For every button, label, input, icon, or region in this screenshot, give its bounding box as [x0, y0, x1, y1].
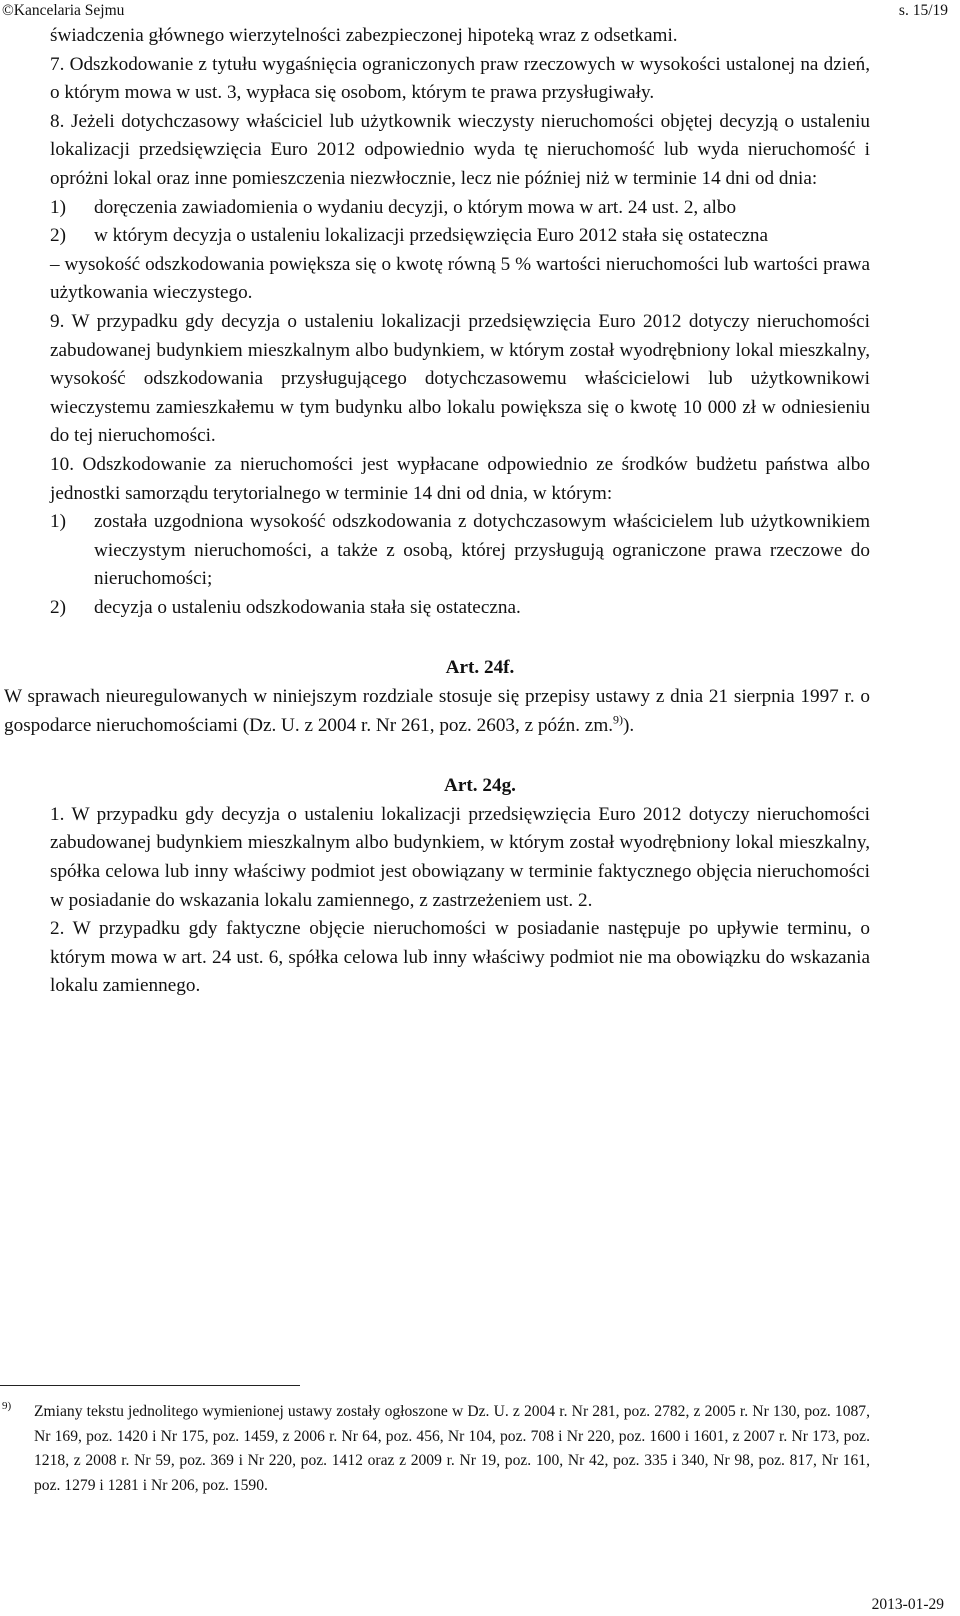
footnote [0, 1400, 870, 1498]
paragraph-8-tail: – wysokość odszkodowania powiększa się o kwotę równą 5 % wartości nieruchomości lub wartości prawa użytkowania wieczystego. [50, 253, 870, 304]
item-text: decyzja o ustaleniu odszkodowania stała się ostateczna. [94, 596, 521, 618]
page-number: s. 15/19 [898, 2, 948, 19]
footnote-mark: 9) [2, 1400, 12, 1412]
paragraph-10-item-2 [50, 594, 870, 623]
item-text: została uzgodniona wysokość odszkodowania z dotychczasowym właścicielem lub użytkownikiem wieczystym nieruchomości, a także z osobą, której przysługują ograniczone prawa rzeczowe do nieruchomości; [94, 511, 870, 590]
footnote-divider [0, 1385, 300, 1386]
article-24f-title: Art. 24f. [445, 657, 515, 679]
paragraph-10: 10. Odszkodowanie za nieruchomości jest wypłacane odpowiednio ze środków budżetu państwa albo jednostki samorządu terytorialnego w terminie 14 dni od dnia, w którym: [50, 453, 870, 504]
item-text: w którym decyzja o ustaleniu lokalizacji przedsięwzięcia Euro 2012 stała się ostateczna [94, 225, 768, 247]
footnote-text: Zmiany tekstu jednolitego wymienionej ustawy zostały ogłoszone w Dz. U. z 2004 r. Nr 281, poz. 2782, z 2005 r. Nr 130, poz. 1087, Nr 169, poz. 1420 i Nr 175, poz. 1459, z 2006 r. Nr 64, poz. 456, Nr 104, poz. 708 i Nr 220, poz. 1600 i 1601, z 2007 r. Nr 173, poz. 1218, z 2008 r. Nr 59, poz. 369 i Nr 220, poz. 1412 oraz z 2009 r. Nr 19, poz. 100, Nr 42, poz. 335 i 340, Nr 98, poz. 817, Nr 161, poz. 1279 i 1281 i Nr 206, poz. 1590. [34, 1403, 870, 1494]
footer-date: 2013-01-29 [871, 1596, 944, 1613]
paragraph-9: 9. W przypadku gdy decyzja o ustaleniu lokalizacji przedsięwzięcia Euro 2012 dotyczy nieruchomości zabudowanej budynkiem mieszkalnym albo budynkiem, w którym został wyodrębniony lokal mieszkalny, wysokość odszkodowania przysługującego dotychczasowemu właścicielowi lub użytkownikowi wieczystemu zamieszkałemu w tym budynku albo lokalu powiększa się o kwotę 10 000 zł w odniesieniu do tej nieruchomości. [50, 310, 870, 447]
paragraph-continuation: świadczenia głównego wierzytelności zabezpieczonej hipoteką wraz z odsetkami. [50, 25, 678, 46]
paragraph-8: 8. Jeżeli dotychczasowy właściciel lub użytkownik wieczysty nieruchomości objętej decyzją o ustaleniu lokalizacji przedsięwzięcia Euro 2012 odpowiednio wyda tę nieruchomość lub wyda nieruchomość i opróżni lokal oraz inne pomieszczenia niezwłocznie, lecz nie później niż w terminie 14 dni od dnia: [50, 110, 870, 189]
item-number: 2) [50, 225, 66, 247]
item-number: 2) [50, 596, 66, 618]
document-body [0, 22, 960, 1001]
article-24g-paragraph-2: 2. W przypadku gdy faktyczne objęcie nieruchomości w posiadanie następuje po upływie terminu, o którym mowa w art. 24 ust. 6, spółka celowa lub inny właściwy podmiot nie ma obowiązku do wskazania lokalu zamiennego. [50, 918, 870, 997]
paragraph-8-item-1 [50, 194, 870, 223]
paragraph-10-item-1 [50, 508, 870, 594]
article-24f-body: W sprawach nieuregulowanych w niniejszym rozdziale stosuje się przepisy ustawy z dnia 21 sierpnia 1997 r. o gospodarce nieruchomościami (Dz. U. z 2004 r. Nr 261, poz. 2603, z późn. zm. [4, 686, 870, 736]
article-24f-end: ). [623, 714, 635, 736]
footnote-ref[interactable]: 9) [613, 712, 624, 727]
item-number: 1) [50, 511, 66, 533]
article-24g-title: Art. 24g. [444, 775, 516, 797]
article-24f-text [4, 683, 870, 740]
item-text: doręczenia zawiadomienia o wydaniu decyzji, o którym mowa w art. 24 ust. 2, albo [94, 196, 737, 218]
item-number: 1) [50, 196, 66, 218]
paragraph-7: 7. Odszkodowanie z tytułu wygaśnięcia ograniczonych praw rzeczowych w wysokości ustalonej na dzień, o którym mowa w ust. 3, wypłaca się osobom, którym te prawa przysługiwały. [50, 53, 870, 104]
header-copyright: ©Kancelaria Sejmu [2, 2, 125, 19]
paragraph-8-item-2 [50, 222, 870, 251]
article-24g-paragraph-1: 1. W przypadku gdy decyzja o ustaleniu lokalizacji przedsięwzięcia Euro 2012 dotyczy nieruchomości zabudowanej budynkiem mieszkalnym albo budynkiem, w którym został wyodrębniony lokal mieszkalny, spółka celowa lub inny właściwy podmiot jest obowiązany w terminie faktycznego objęcia nieruchomości w posiadanie do wskazania lokalu zamiennego, z zastrzeżeniem ust. 2. [50, 803, 870, 911]
